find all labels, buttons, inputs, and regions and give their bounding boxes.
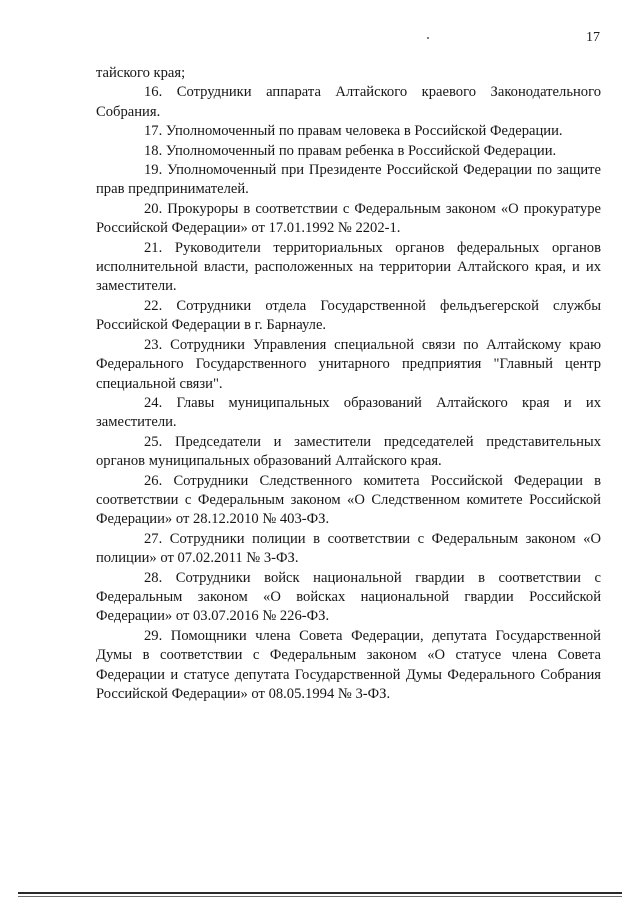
list-item-23: 23. Сотрудники Управления специальной связи по Алтайскому краю Федерального Государственного унитарного предприятия "Главный центр специальной связи". (96, 336, 601, 392)
scan-speck (427, 37, 429, 39)
page-number: 17 (586, 30, 600, 45)
list-item-20: 20. Прокуроры в соответствии с Федеральным законом «О прокуратуре Российской Федерации» от 17.01.1992 № 2202-1. (96, 200, 601, 237)
list-item-26: 26. Сотрудники Следственного комитета Российской Федерации в соответствии с Федеральным законом «О Следственном комитете Российской Федерации» от 28.12.2010 № 403-ФЗ. (96, 472, 601, 528)
list-item-19: 19. Уполномоченный при Президенте Российской Федерации по защите прав предпринимателей. (96, 162, 601, 198)
document-body (96, 64, 601, 704)
list-item-16: 16. Сотрудники аппарата Алтайского краевого Законодательного Собрания. (96, 84, 601, 120)
list-item-27: 27. Сотрудники полиции в соответствии с Федеральным законом «О полиции» от 07.02.2011 № 3-ФЗ. (96, 530, 601, 567)
list-item-25: 25. Председатели и заместители председателей представительных органов муниципальных образований Алтайского края. (96, 433, 601, 470)
bottom-scan-edge (18, 892, 622, 894)
list-item-24: 24. Главы муниципальных образований Алтайского края и их заместители. (96, 394, 601, 431)
list-item-21: 21. Руководители территориальных органов федеральных органов исполнительной власти, расположенных на территории Алтайского края, и их заместители. (96, 239, 601, 295)
paragraph-continuation: тайского края; (96, 65, 186, 81)
list-item-29: 29. Помощники члена Совета Федерации, депутата Государственной Думы в соответствии с Федеральным законом «О статусе члена Совета Федерации и статусе депутата Государственной Думы Федерального Собрания Российской Федерации» от 08.05.1994 № 3-ФЗ. (96, 627, 601, 702)
list-item-18: 18. Уполномоченный по правам ребенка в Российской Федерации. (144, 142, 557, 159)
list-item-28: 28. Сотрудники войск национальной гвардии в соответствии с Федеральным законом «О войсках национальной гвардии Российской Федерации» от 03.07.2016 № 226-ФЗ. (96, 569, 601, 625)
list-item-22: 22. Сотрудники отдела Государственной фельдъегерской службы Российской Федерации в г. Барнауле. (96, 297, 601, 334)
list-item-17: 17. Уполномоченный по правам человека в Российской Федерации. (144, 123, 563, 140)
bottom-scan-edge-thin (18, 896, 622, 897)
